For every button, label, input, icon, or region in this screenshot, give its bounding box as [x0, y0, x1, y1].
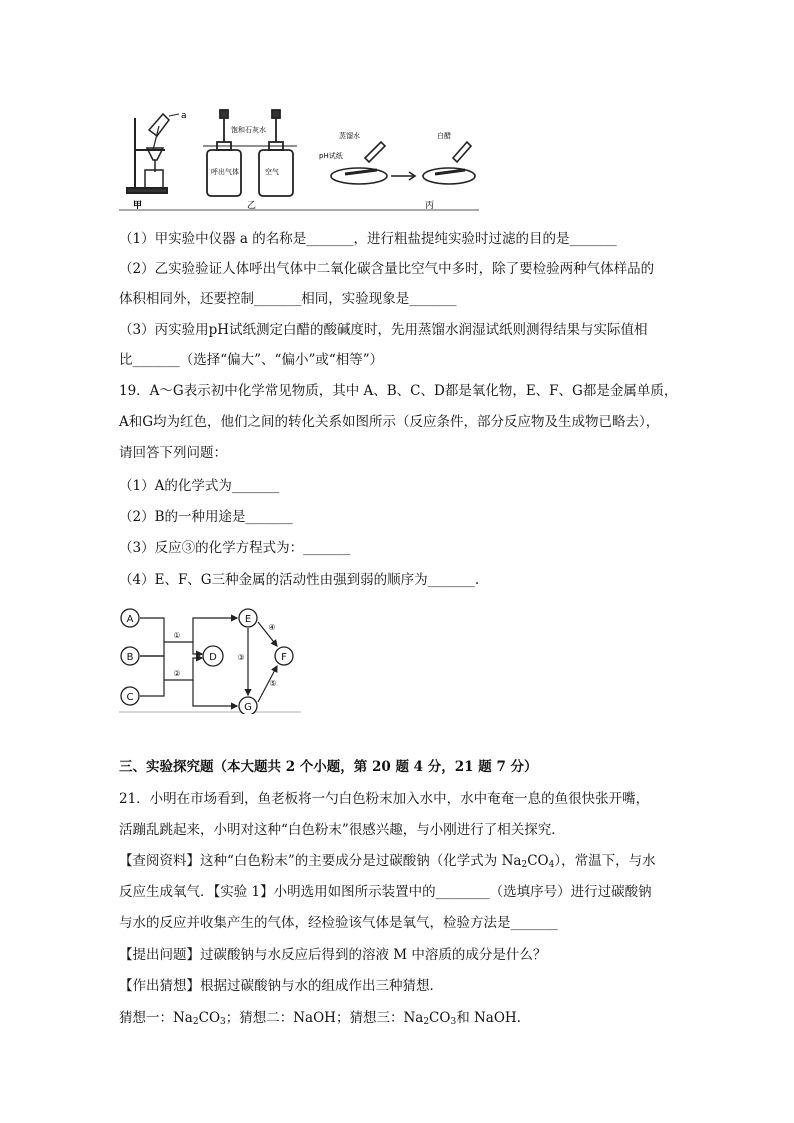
q19-line-1: 19．A～G表示初中化学常见物质，其中 A、B、C、D都是氧化物，E、F、G都是金属单质， — [119, 383, 678, 399]
q21-line-8-e: 和 NaOH. — [456, 1010, 521, 1026]
node-a: A — [126, 614, 134, 625]
label-vinegar: 白醋 — [437, 132, 451, 140]
q21-line-8-s1: 2 — [192, 1017, 199, 1027]
q21-line-3 — [119, 851, 656, 871]
reaction-1-label: ① — [173, 631, 181, 640]
q18-line-2: （2）乙实验验证人体呼出气体中二氧化碳含量比空气中多时，除了要检验两种气体样品的 — [119, 261, 655, 277]
node-e: E — [244, 614, 252, 625]
label-a: a — [181, 111, 187, 121]
reaction-2-label: ② — [173, 669, 181, 678]
q21-line-7: 【作出猜想】根据过碳酸钠与水的组成作出三种猜想． — [119, 978, 443, 994]
q21-line-2: 活蹦乱跳起来，小明对这种“白色粉末”很感兴趣，与小刚进行了相关探究． — [119, 822, 565, 838]
experiment-figure — [119, 106, 479, 216]
q19-line-2: A和G均为红色，他们之间的转化关系如图所示（反应条件，部分反应物及生成物已略去）， — [119, 414, 660, 430]
q21-line-6: 【提出问题】过碳酸钠与水反应后得到的溶液 M 中溶质的成分是什么？ — [119, 947, 547, 963]
reaction-5-label: ⑤ — [269, 679, 277, 688]
q21-line-8-s3: 2 — [423, 1017, 430, 1027]
reaction-4-label: ④ — [268, 623, 276, 632]
q21-line-3-sub2: 4 — [548, 860, 555, 870]
q21-line-3-a: 【查阅资料】这种“白色粉末”的主要成分是过碳酸钠（化学式为 Na — [119, 853, 522, 869]
q18-line-5: 比_______（选择“偏大”、“偏小”或“相等”） — [119, 352, 384, 368]
node-c: C — [126, 692, 134, 703]
node-b: B — [126, 652, 134, 663]
label-bing: 丙 — [425, 201, 435, 211]
q21-line-3-c: ），常温下，与水 — [554, 853, 656, 869]
experiment-figure-svg — [119, 106, 479, 216]
q21-line-8-s2: 3 — [220, 1017, 226, 1027]
q19-line-5: （2）B的一种用途是_______ — [119, 509, 293, 525]
q21-line-8-d: CO — [429, 1010, 451, 1026]
label-dropper: 饱和石灰水 — [231, 126, 266, 134]
q21-line-8 — [119, 1008, 521, 1028]
q21-line-1: 21．小明在市场看到，鱼老板将一勺白色粉末加入水中，水中奄奄一息的鱼很快张开嘴， — [119, 791, 650, 807]
node-d: D — [209, 652, 217, 663]
q18-line-4: （3）丙实验用pH试纸测定白醋的酸碱度时，先用蒸馏水润湿试纸则测得结果与实际值相 — [119, 322, 648, 338]
reaction-3-label: ③ — [237, 653, 245, 662]
q21-line-3-b: CO — [527, 853, 549, 869]
node-f: F — [281, 652, 287, 663]
apparatus-yi — [203, 110, 297, 196]
q21-line-8-c: ；猜想二：NaOH；猜想三：Na — [225, 1010, 424, 1026]
conversion-diagram-svg — [119, 604, 301, 714]
section-3-heading: 三、实验探究题（本大题共 2 个小题，第 20 题 4 分，21 题 7 分） — [119, 759, 538, 775]
q21-line-8-a: 猜想一：Na — [119, 1010, 193, 1026]
apparatus-bing — [331, 142, 475, 184]
conversion-diagram — [119, 604, 301, 714]
label-yi: 乙 — [247, 201, 257, 211]
apparatus-jia — [127, 114, 179, 193]
q19-line-3: 请回答下列问题： — [119, 445, 227, 461]
node-g: G — [244, 702, 252, 713]
label-jia: 甲 — [133, 201, 143, 211]
label-exhaled-gas: 呼出气体 — [211, 168, 239, 176]
q21-line-3-sub1: 2 — [521, 860, 528, 870]
q21-line-8-b: CO — [198, 1010, 221, 1026]
label-air: 空气 — [265, 168, 279, 176]
q19-line-4: （1）A的化学式为_______ — [119, 478, 280, 494]
q21-line-8-s4: 3 — [450, 1017, 457, 1027]
q18-line-1: （1）甲实验中仪器 a 的名称是_______，进行粗盐提纯实验时过滤的目的是_______ — [119, 231, 617, 247]
q19-line-7: （4）E、F、G三种金属的活动性由强到弱的顺序为_______. — [119, 572, 480, 588]
q18-line-3: 体积相同外，还要控制_______相同，实验现象是_______ — [119, 291, 457, 307]
q19-line-6: （3）反应③的化学方程式为：_______ — [119, 540, 351, 556]
q21-line-5: 与水的反应并收集产生的气体，经检验该气体是氧气，检验方法是_______ — [119, 915, 558, 931]
label-ph-paper: pH试纸 — [319, 152, 343, 160]
label-distilled-water: 蒸馏水 — [339, 132, 360, 140]
q21-line-4: 反应生成氧气．【实验 1】小明选用如图所示装置中的________（选填序号）进行过碳酸钠 — [119, 884, 652, 900]
